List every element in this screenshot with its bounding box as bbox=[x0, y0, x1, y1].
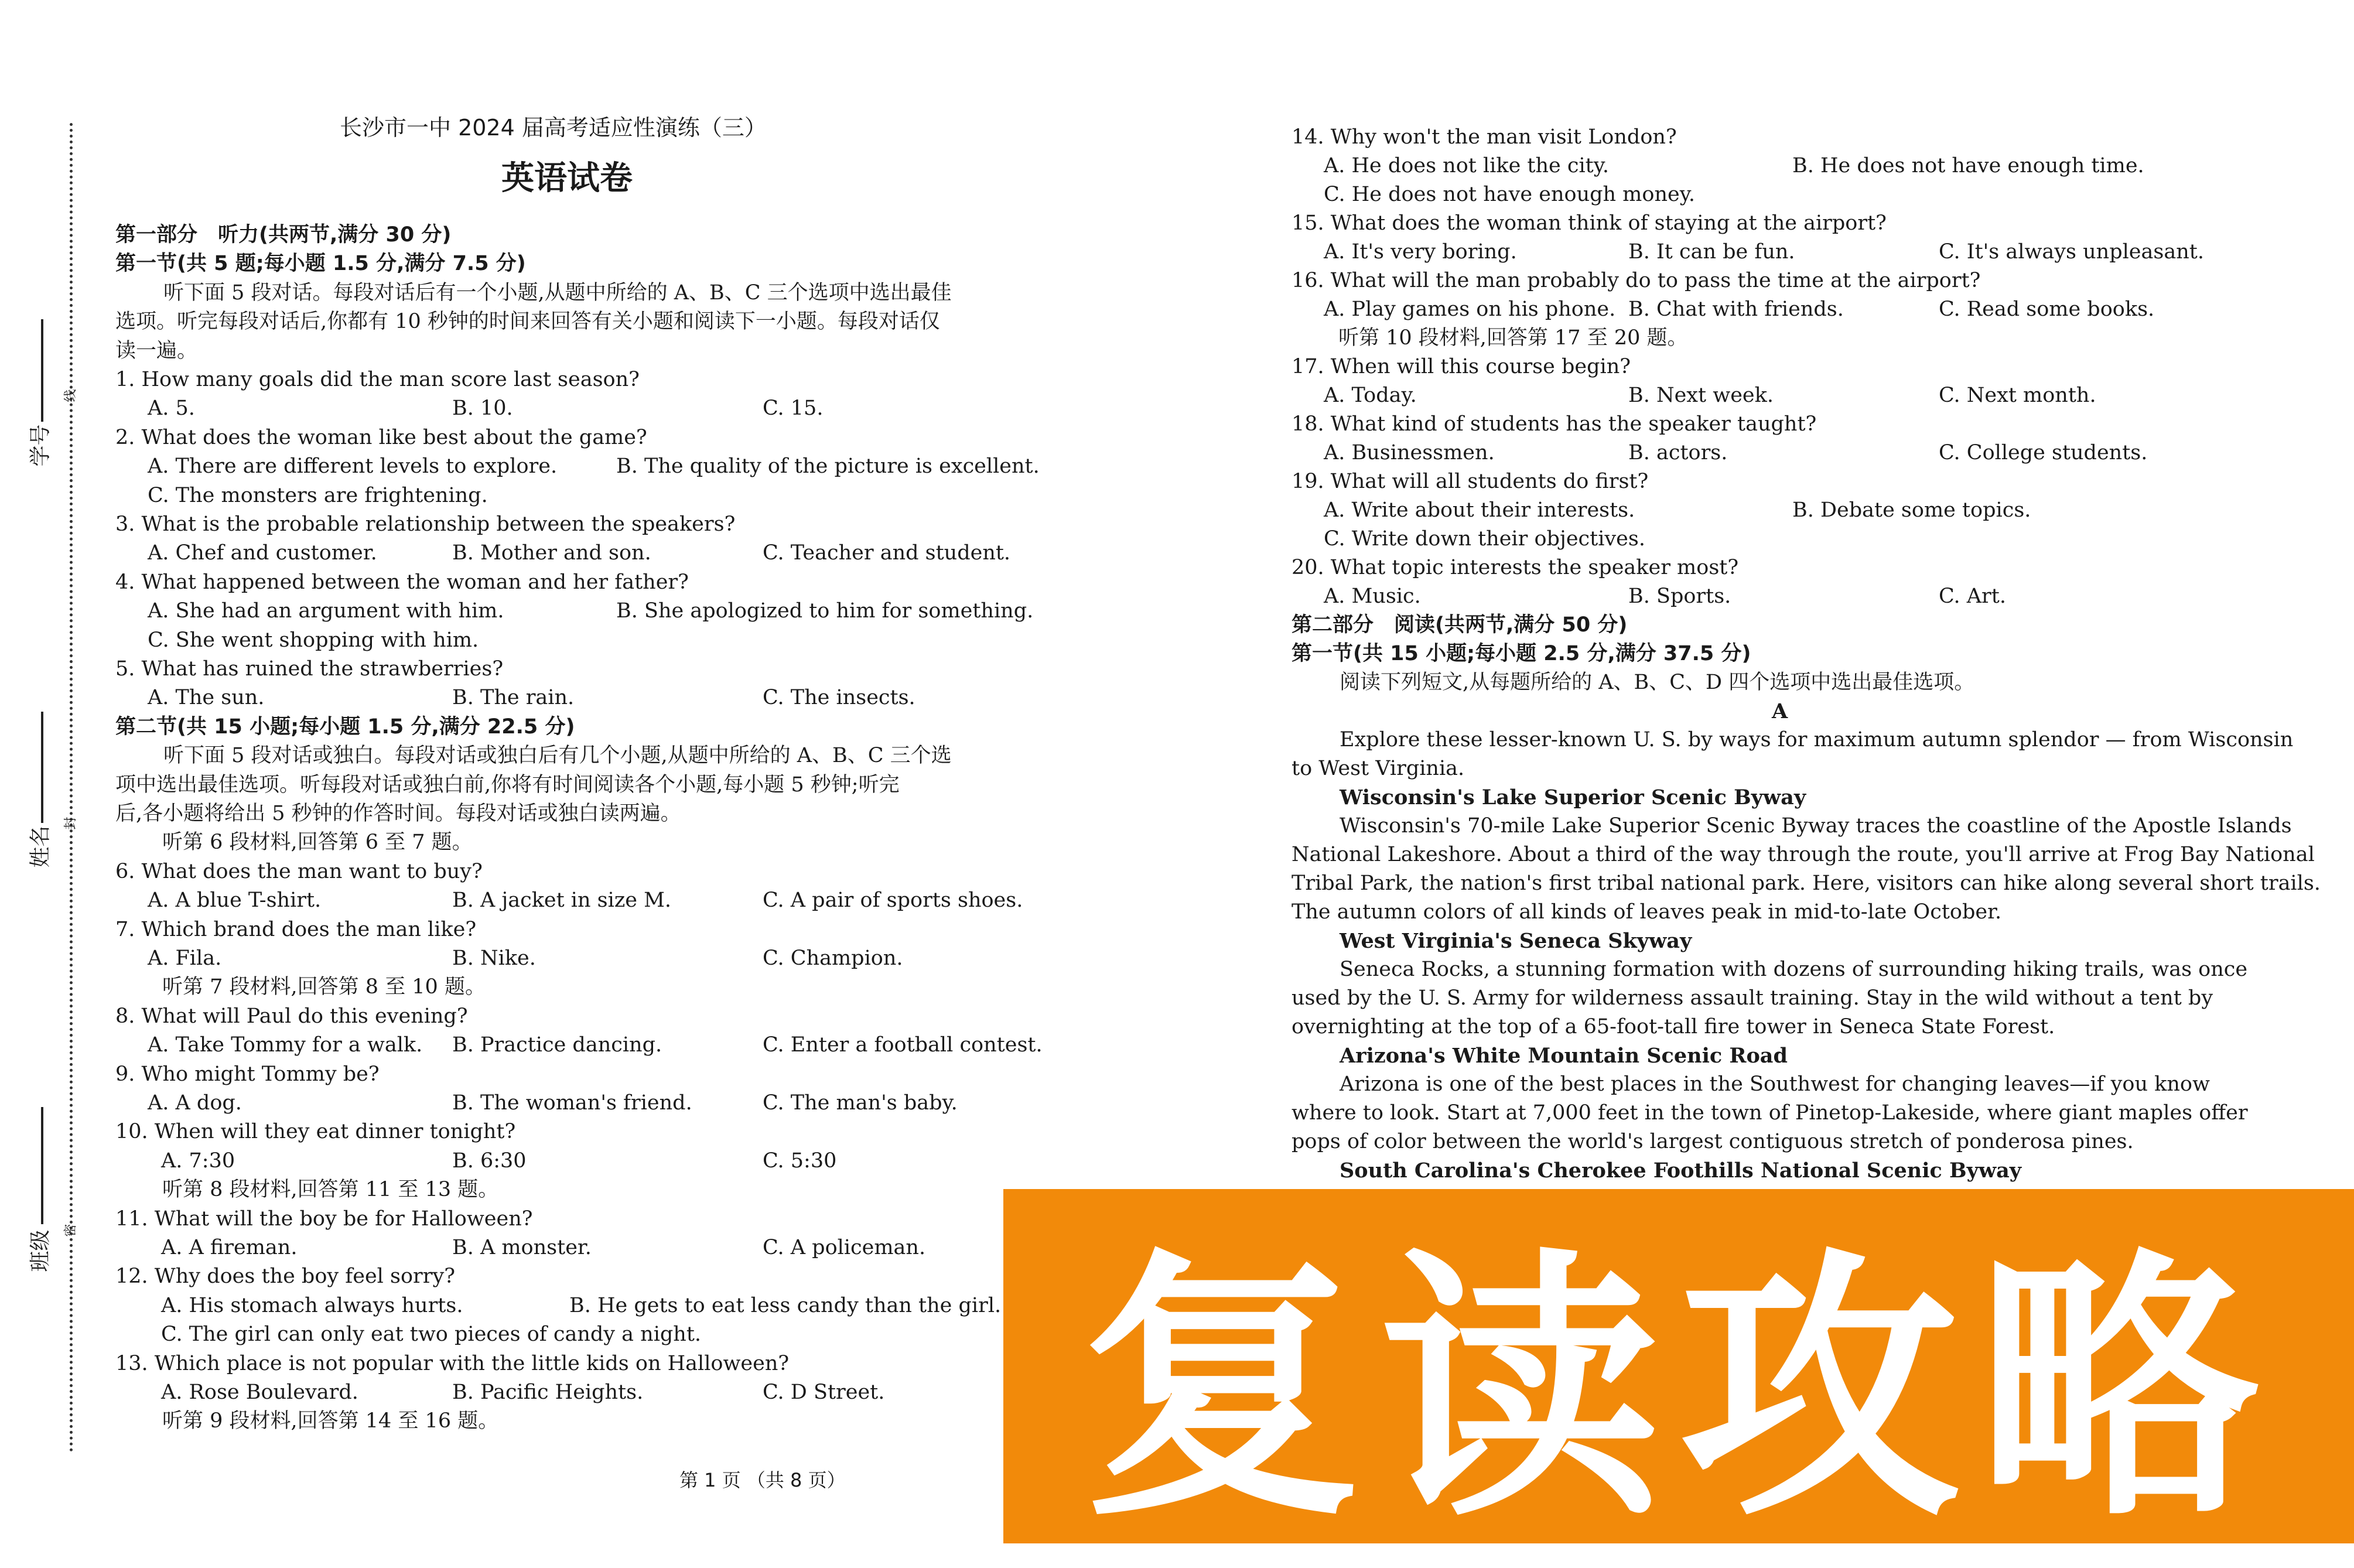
paragraph-line: Arizona is one of the best places in the Southwest for changing leaves—if you know bbox=[1340, 1072, 2210, 1096]
option-b: B. Practice dancing. bbox=[452, 1033, 662, 1057]
subheading: West Virginia's Seneca Skyway bbox=[1340, 929, 1692, 953]
option-a: A. She had an argument with him. bbox=[148, 599, 504, 623]
subheading: South Carolina's Cherokee Foothills National Scenic Byway bbox=[1340, 1159, 2022, 1183]
option-b: B. 6:30 bbox=[452, 1149, 527, 1173]
option-c: C. The monsters are frightening. bbox=[148, 483, 488, 507]
section-heading: 第一节(共 5 题;每小题 1.5 分,满分 7.5 分) bbox=[115, 252, 526, 276]
paragraph-line: Explore these lesser-known U. S. by ways for maximum autumn splendor — from Wisconsin bbox=[1340, 728, 2294, 751]
option-a: A. Fila. bbox=[148, 947, 222, 970]
option-c: C. Next month. bbox=[1939, 384, 2096, 407]
question: 7. Which brand does the man like? bbox=[115, 917, 477, 941]
option-b: B. He gets to eat less candy than the girl. bbox=[569, 1293, 1002, 1317]
option-b: B. Pacific Heights. bbox=[452, 1381, 644, 1404]
question: 4. What happened between the woman and her father? bbox=[115, 570, 689, 594]
class-field bbox=[41, 1107, 43, 1224]
question: 6. What does the man want to buy? bbox=[115, 859, 483, 883]
option-c: C. It's always unpleasant. bbox=[1939, 240, 2204, 264]
binding-dotted-line bbox=[70, 123, 73, 1453]
question: 13. Which place is not popular with the little kids on Halloween? bbox=[115, 1351, 790, 1375]
question: 2. What does the woman like best about the game? bbox=[115, 425, 647, 449]
material-instruction: 听第 6 段材料,回答第 6 至 7 题。 bbox=[162, 831, 473, 855]
option-b: B. actors. bbox=[1628, 441, 1728, 464]
question: 12. Why does the boy feel sorry? bbox=[115, 1265, 456, 1289]
cut-mark-xian: 线 bbox=[63, 389, 78, 402]
question: 11. What will the boy be for Halloween? bbox=[115, 1207, 533, 1231]
material-instruction: 听第 7 段材料,回答第 8 至 10 题。 bbox=[162, 975, 486, 999]
option-a: A. 5. bbox=[148, 397, 195, 421]
question: 1. How many goals did the man score last season? bbox=[115, 368, 640, 391]
option-a: A. The sun. bbox=[148, 686, 265, 710]
question: 8. What will Paul do this evening? bbox=[115, 1004, 468, 1028]
paragraph-line: The autumn colors of all kinds of leaves peak in mid-to-late October. bbox=[1292, 900, 2002, 924]
paragraph-line: Seneca Rocks, a stunning formation with dozens of surrounding hiking trails, was once bbox=[1340, 958, 2248, 981]
cut-mark-mi: 密 bbox=[63, 1224, 78, 1237]
option-b: B. Sports. bbox=[1628, 585, 1731, 608]
option-c: C. Read some books. bbox=[1939, 298, 2155, 321]
option-c: C. Champion. bbox=[763, 947, 903, 970]
paragraph-line: 阅读下列短文,从每题所给的 A、B、C、D 四个选项中选出最佳选项。 bbox=[1340, 671, 1975, 694]
option-b: B. A monster. bbox=[452, 1236, 592, 1259]
option-a: A. Play games on his phone. bbox=[1324, 298, 1616, 321]
option-c: C. A pair of sports shoes. bbox=[763, 889, 1023, 913]
section-heading: 第一节(共 15 小题;每小题 2.5 分,满分 37.5 分) bbox=[1292, 642, 1751, 665]
option-b: B. A jacket in size M. bbox=[452, 889, 672, 913]
watermark-text: 复读攻略 bbox=[1081, 1227, 2276, 1554]
option-a: A. He does not like the city. bbox=[1324, 154, 1609, 177]
option-c: C. Enter a football contest. bbox=[763, 1033, 1043, 1057]
paragraph-line: 听下面 5 段对话。每段对话后有一个小题,从题中所给的 A、B、C 三个选项中选出最佳 bbox=[163, 281, 952, 305]
passage-label: A bbox=[1772, 699, 1788, 723]
option-a: A. 7:30 bbox=[161, 1149, 235, 1173]
paragraph-line: 项中选出最佳选项。听每段对话或独白前,你将有时间阅读各个小题,每小题 5 秒钟;听完 bbox=[115, 773, 900, 797]
option-a: A. His stomach always hurts. bbox=[161, 1293, 463, 1317]
question: 9. Who might Tommy be? bbox=[115, 1062, 380, 1086]
option-c: C. A policeman. bbox=[763, 1236, 926, 1259]
option-b: B. The woman's friend. bbox=[452, 1091, 692, 1115]
name-label: 姓名 bbox=[28, 825, 53, 868]
option-c: C. The girl can only eat two pieces of candy a night. bbox=[161, 1323, 702, 1347]
option-a: A. There are different levels to explore. bbox=[148, 455, 558, 479]
option-b: B. The rain. bbox=[452, 686, 575, 710]
option-b: B. He does not have enough time. bbox=[1792, 154, 2144, 177]
paragraph-line: 选项。听完每段对话后,你都有 10 秒钟的时间来回答有关小题和阅读下一小题。每段对话仅 bbox=[115, 310, 940, 334]
paragraph-line: pops of color between the world's largest contiguous stretch of ponderosa pines. bbox=[1292, 1130, 2134, 1153]
question: 19. What will all students do first? bbox=[1292, 470, 1649, 493]
question: 20. What topic interests the speaker most? bbox=[1292, 556, 1739, 579]
paragraph-line: 听下面 5 段对话或独白。每段对话或独白后有几个小题,从题中所给的 A、B、C 三个选 bbox=[163, 744, 952, 768]
paragraph-line: 后,各小题将给出 5 秒钟的作答时间。每段对话或独白读两遍。 bbox=[115, 802, 681, 825]
option-c: C. He does not have enough money. bbox=[1324, 183, 1695, 206]
watermark-banner bbox=[1003, 1189, 2354, 1554]
option-c: C. 5:30 bbox=[763, 1149, 837, 1173]
question: 5. What has ruined the strawberries? bbox=[115, 657, 504, 681]
school-title: 长沙市一中 2024 届高考适应性演练（三） bbox=[340, 115, 767, 141]
option-a: A. Music. bbox=[1324, 585, 1421, 608]
subheading: Wisconsin's Lake Superior Scenic Byway bbox=[1340, 785, 1806, 809]
option-a: A. Rose Boulevard. bbox=[161, 1381, 358, 1404]
option-a: A. A blue T-shirt. bbox=[148, 889, 322, 913]
question: 15. What does the woman think of staying at the airport? bbox=[1292, 211, 1887, 235]
paragraph-line: Tribal Park, the nation's first tribal national park. Here, visitors can hike along several short trails. bbox=[1292, 872, 2321, 895]
option-b: B. She apologized to him for something. bbox=[616, 599, 1034, 623]
material-instruction: 听第 9 段材料,回答第 14 至 16 题。 bbox=[162, 1409, 499, 1433]
option-c: C. College students. bbox=[1939, 441, 2148, 464]
section-heading: 第二部分 阅读(共两节,满分 50 分) bbox=[1292, 613, 1628, 637]
paragraph-line: Wisconsin's 70-mile Lake Superior Scenic Byway traces the coastline of the Apostle Islands bbox=[1340, 814, 2292, 838]
option-c: C. Write down their objectives. bbox=[1324, 527, 1645, 551]
cut-mark-feng: 封 bbox=[63, 817, 78, 830]
option-a: A. Chef and customer. bbox=[148, 541, 377, 565]
option-b: B. The quality of the picture is excellent. bbox=[616, 455, 1040, 479]
option-b: B. Nike. bbox=[452, 947, 536, 970]
question: 18. What kind of students has the speaker taught? bbox=[1292, 412, 1817, 436]
option-b: B. 10. bbox=[452, 397, 513, 421]
option-c: C. The insects. bbox=[763, 686, 915, 710]
question: 3. What is the probable relationship between the speakers? bbox=[115, 513, 736, 536]
paragraph-line: 读一遍。 bbox=[115, 339, 198, 363]
material-instruction: 听第 8 段材料,回答第 11 至 13 题。 bbox=[162, 1178, 499, 1202]
option-c: C. She went shopping with him. bbox=[148, 628, 479, 652]
paragraph-line: where to look. Start at 7,000 feet in the town of Pinetop-Lakeside, where giant maples offer bbox=[1292, 1101, 2248, 1125]
section-heading: 第二节(共 15 小题;每小题 1.5 分,满分 22.5 分) bbox=[115, 715, 575, 739]
paragraph-line: overnighting at the top of a 65-foot-tall fire tower in Seneca State Forest. bbox=[1292, 1015, 2055, 1038]
option-a: A. Take Tommy for a walk. bbox=[148, 1033, 423, 1057]
material-instruction: 听第 10 段材料,回答第 17 至 20 题。 bbox=[1338, 326, 1688, 350]
subheading: Arizona's White Mountain Scenic Road bbox=[1340, 1044, 1788, 1068]
question: 16. What will the man probably do to pass the time at the airport? bbox=[1292, 269, 1981, 292]
student-id-label: 学号 bbox=[28, 424, 53, 467]
option-c: C. Teacher and student. bbox=[763, 541, 1011, 565]
option-a: A. It's very boring. bbox=[1324, 240, 1517, 264]
exam-title: 英语试卷 bbox=[501, 159, 633, 197]
option-a: A. Businessmen. bbox=[1324, 441, 1495, 464]
option-c: C. Art. bbox=[1939, 585, 2006, 608]
option-b: B. Next week. bbox=[1628, 384, 1774, 407]
paragraph-line: used by the U. S. Army for wilderness assault training. Stay in the wild without a tent by bbox=[1292, 986, 2213, 1010]
option-a: A. Write about their interests. bbox=[1324, 498, 1635, 522]
question: 14. Why won't the man visit London? bbox=[1292, 125, 1677, 149]
student-id-field bbox=[41, 319, 43, 422]
page-number: 第 1 页 （共 8 页） bbox=[679, 1469, 846, 1491]
option-a: A. A dog. bbox=[148, 1091, 242, 1115]
option-b: B. Chat with friends. bbox=[1628, 298, 1844, 321]
paragraph-line: National Lakeshore. About a third of the way through the route, you'll arrive at Frog Bay National bbox=[1292, 843, 2315, 866]
question: 17. When will this course begin? bbox=[1292, 355, 1631, 378]
name-field bbox=[41, 712, 43, 823]
section-heading: 第一部分 听力(共两节,满分 30 分) bbox=[115, 223, 452, 247]
paragraph-line: to West Virginia. bbox=[1292, 757, 1465, 780]
option-c: C. D Street. bbox=[763, 1381, 885, 1404]
option-c: C. 15. bbox=[763, 397, 824, 421]
option-b: B. Debate some topics. bbox=[1792, 498, 2031, 522]
option-c: C. The man's baby. bbox=[763, 1091, 958, 1115]
option-a: A. A fireman. bbox=[161, 1236, 298, 1259]
option-b: B. Mother and son. bbox=[452, 541, 651, 565]
option-b: B. It can be fun. bbox=[1628, 240, 1795, 264]
class-label: 班级 bbox=[28, 1229, 53, 1272]
question: 10. When will they eat dinner tonight? bbox=[115, 1120, 516, 1144]
option-a: A. Today. bbox=[1324, 384, 1417, 407]
